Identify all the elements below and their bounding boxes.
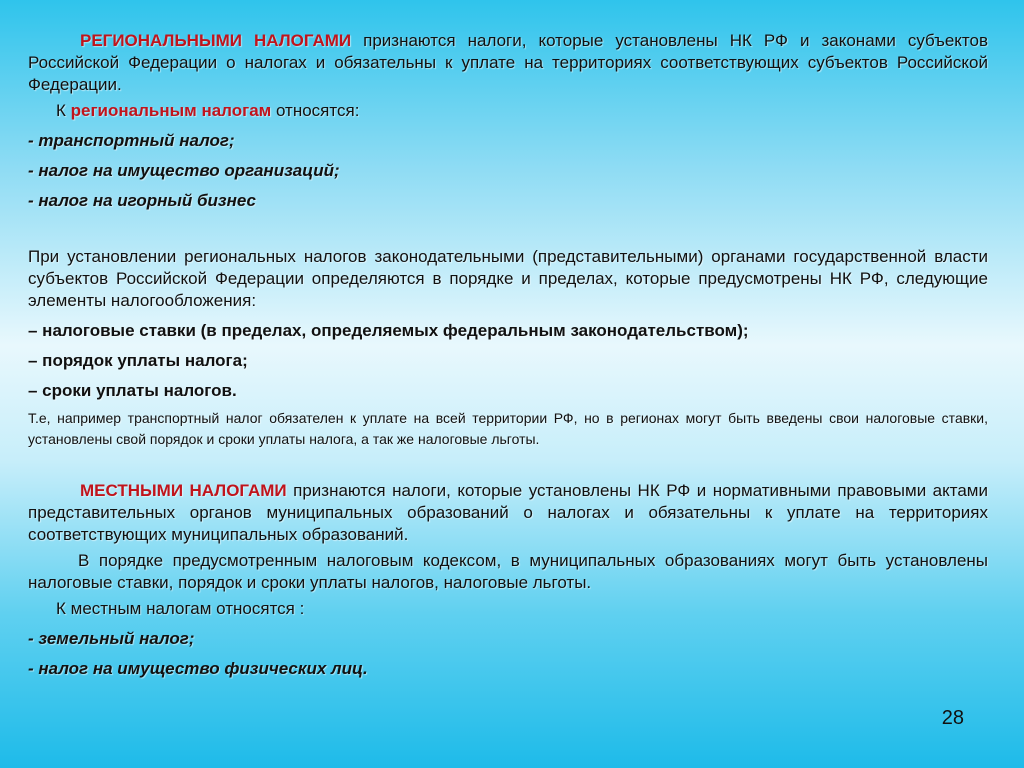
regional-taxes-list-intro (28, 100, 988, 122)
regional-tax-item: - налог на имущество организаций; (28, 161, 340, 180)
regional-elements-text: При установлении региональных налогов законодательными (представительными) органами государственной власти субъектов Российской Федерации определяются в порядке и пределах, которые предусмотрены НК РФ, следующие элементы налогообложения: (28, 247, 988, 310)
regional-taxes-term: региональным налогам (70, 101, 272, 120)
regional-taxes-heading: РЕГИОНАЛЬНЫМИ НАЛОГАМИ (80, 31, 352, 50)
regional-taxes-definition (28, 30, 988, 96)
regional-list-prefix: К (56, 101, 71, 120)
local-taxes-heading: МЕСТНЫМИ НАЛОГАМИ (80, 481, 287, 500)
tax-element-item: – сроки уплаты налогов. (28, 381, 237, 400)
tax-element-item: – порядок уплаты налога; (28, 351, 248, 370)
regional-tax-item: - налог на игорный бизнес (28, 191, 256, 210)
local-tax-item: - земельный налог; (28, 629, 195, 648)
local-tax-item: - налог на имущество физических лиц. (28, 659, 368, 678)
tax-element-item: – налоговые ставки (в пределах, определяемых федеральным законодательством); (28, 321, 749, 340)
regional-tax-item: - транспортный налог; (28, 131, 235, 150)
slide-content (28, 30, 988, 680)
regional-note: Т.е, например транспортный налог обязателен к уплате на всей территории РФ, но в регионах могут быть введены свои налоговые ставки, установлены свой порядок и сроки уплаты налога, а так же налоговые льготы. (28, 410, 988, 447)
local-taxes-definition-text: признаются налоги, которые установлены НК РФ и нормативными правовыми актами представительных органов муниципальных образований о налогах и обязательны к уплате на территориях соответствующих муниципальных образований. (28, 481, 988, 544)
page-number: 28 (941, 707, 964, 729)
regional-taxes-definition-text: признаются налоги, которые установлены НК РФ и законами субъектов Российской Федерации о налогах и обязательны к уплате на территориях соответствующих субъектов Российской Федерации. (28, 31, 989, 94)
regional-list-suffix: относятся: (271, 101, 360, 120)
local-taxes-definition (28, 480, 988, 546)
local-taxes-list-intro: К местным налогам относятся : (56, 599, 305, 618)
local-taxes-order-text: В порядке предусмотренным налоговым кодексом, в муниципальных образованиях могут быть установлены налоговые ставки, порядок и сроки уплаты налогов, налоговые льготы. (28, 551, 988, 592)
